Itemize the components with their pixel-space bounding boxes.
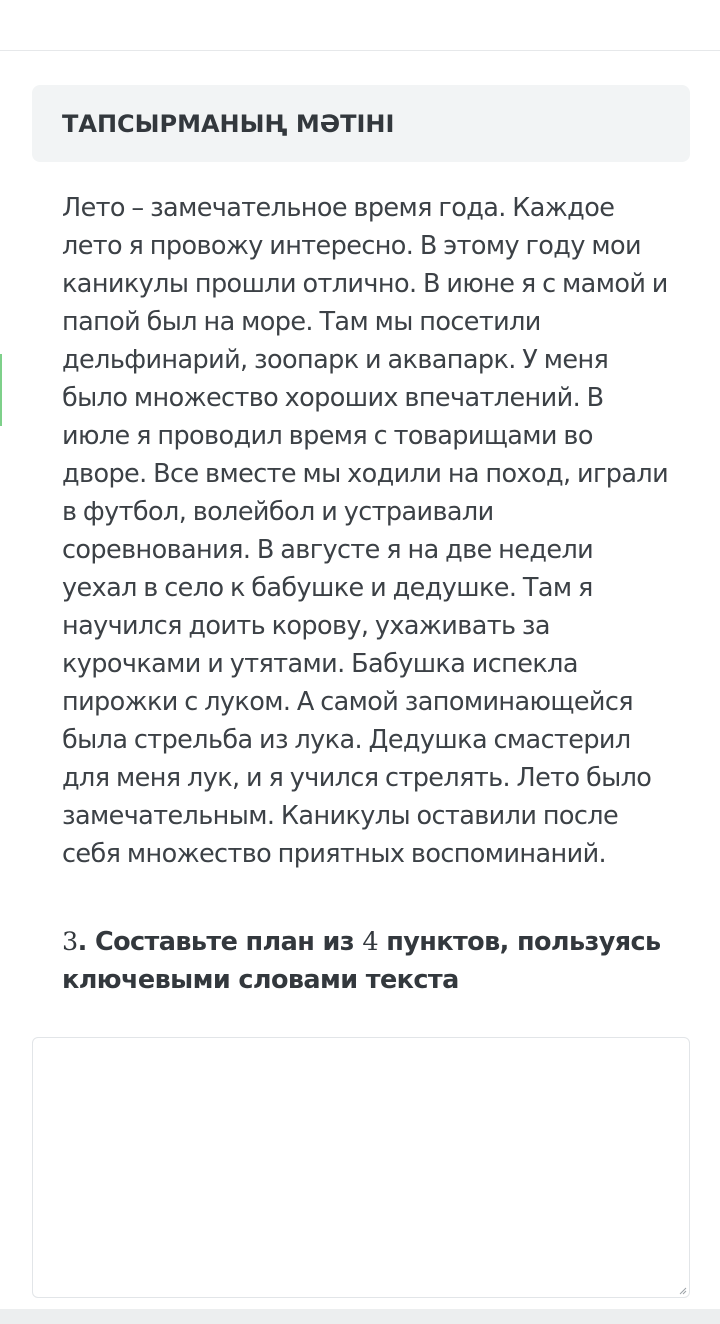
question-count: 4 — [362, 927, 378, 957]
question-part-1: . Составьте план из — [77, 927, 363, 957]
resize-handle-icon[interactable] — [678, 1286, 687, 1295]
question-number: 3 — [62, 927, 78, 957]
bottom-bar — [0, 1309, 720, 1324]
question-part-2: пунктов, пользуясь ключевыми словами текста — [62, 927, 661, 995]
answer-textarea[interactable] — [32, 1037, 690, 1298]
top-divider — [0, 50, 720, 51]
task-header-title: ТАПСЫРМАНЫҢ МӘТІНІ — [62, 109, 395, 138]
task-text: Лето – замечательное время года. Каждое лето я провожу интересно. В этому году мои каникулы прошли отлично. В июне я с мамой и папой был на море. Там мы посетили дельфинарий, зоопарк и аквапарк. У меня было множество хороших впечатлений. В июле я проводил время с товарищами во дворе. Все вместе мы ходили на поход, играли в футбол, волейбол и устраивали соревнования. В августе я на две недели уехал в село к бабушке и дедушке. Там я научился доить корову, ухаживать за курочками и утятами. Бабушка испекла пирожки с луком. А самой запоминающейся была стрельба из лука. Дедушка смастерил для меня лук, и я учился стрелять. Лето было замечательным. Каникулы оставили после себя множество приятных воспоминаний. — [62, 193, 669, 869]
task-header — [32, 85, 690, 162]
question-text — [62, 923, 672, 999]
left-accent-bar — [0, 354, 2, 426]
